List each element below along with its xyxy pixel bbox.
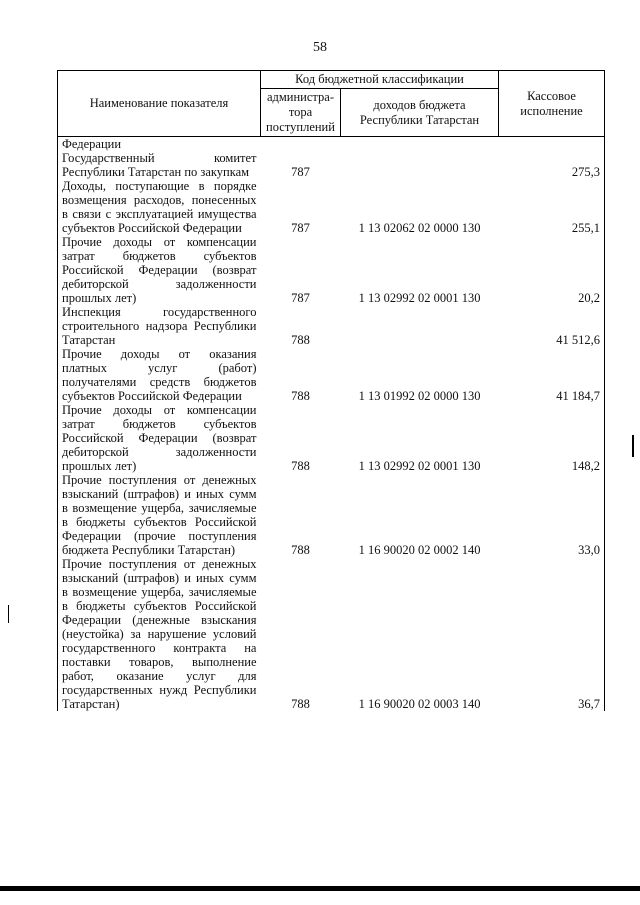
row-amount: 20,2 xyxy=(499,235,605,305)
table-row xyxy=(58,179,605,235)
row-amount: 41 184,7 xyxy=(499,347,605,403)
header-cash-execution: Кассовое исполнение xyxy=(499,71,605,137)
row-code: 1 16 90020 02 0002 140 xyxy=(358,543,481,557)
row-amount: 41 512,6 xyxy=(499,305,605,347)
row-admin: 788 xyxy=(291,697,310,711)
continuation-text: Федерации xyxy=(58,137,261,152)
header-revenue-code: доходов бюджета Республики Татарстан xyxy=(341,89,499,137)
row-amount: 148,2 xyxy=(499,403,605,473)
scan-edge-left xyxy=(8,605,9,623)
header-budget-code-group: Код бюджетной классификации xyxy=(261,71,499,89)
row-name: Прочие поступления от денежных взысканий (штрафов) и иных сумм в возмещение ущерба, зачисляемые в бюджеты субъектов Российской Федерации (денежные взыскания (неустойка) за нарушение условий государственного контракта на поставки товаров, выполнение работ, оказание услуг для государственных нужд Республики Татарстан) xyxy=(58,557,261,711)
scan-edge-bottom xyxy=(0,886,640,891)
row-code: 1 13 02992 02 0001 130 xyxy=(358,291,481,305)
row-code: 1 13 02062 02 0000 130 xyxy=(358,221,481,235)
table-row xyxy=(58,235,605,305)
table-row xyxy=(58,151,605,179)
row-code: 1 16 90020 02 0003 140 xyxy=(358,697,481,711)
row-admin: 787 xyxy=(291,221,310,235)
scan-edge-right xyxy=(632,435,634,457)
row-admin: 788 xyxy=(291,543,310,557)
row-name: Прочие поступления от денежных взысканий (штрафов) и иных сумм в возмещение ущерба, зачисляемые в бюджеты субъектов Российской Федерации (прочие поступления бюджета Республики Татарстан) xyxy=(58,473,261,557)
budget-revenue-table xyxy=(57,70,605,711)
page-number: 58 xyxy=(313,40,327,55)
table-row xyxy=(58,473,605,557)
row-admin: 788 xyxy=(291,389,310,403)
row-code: 1 13 02992 02 0001 130 xyxy=(358,459,481,473)
row-amount: 33,0 xyxy=(499,473,605,557)
row-amount: 275,3 xyxy=(499,151,605,179)
row-amount: 36,7 xyxy=(499,557,605,711)
row-name: Прочие доходы от компенсации затрат бюджетов субъектов Российской Федерации (возврат дебиторской задолженности прошлых лет) xyxy=(58,235,261,305)
table-row xyxy=(58,403,605,473)
table-row xyxy=(58,557,605,711)
row-name: Инспекция государственного строительного надзора Республики Татарстан xyxy=(58,305,261,347)
row-code: 1 13 01992 02 0000 130 xyxy=(358,389,481,403)
row-amount: 255,1 xyxy=(499,179,605,235)
row-admin: 787 xyxy=(291,291,310,305)
row-admin: 787 xyxy=(291,165,310,179)
row-admin: 788 xyxy=(291,459,310,473)
row-name: Доходы, поступающие в порядке возмещения расходов, понесенных в связи с эксплуатацией имущества субъектов Российской Федерации xyxy=(58,179,261,235)
row-name: Прочие доходы от компенсации затрат бюджетов субъектов Российской Федерации (возврат дебиторской задолженности прошлых лет) xyxy=(58,403,261,473)
table-row xyxy=(58,347,605,403)
table-row xyxy=(58,305,605,347)
row-name: Прочие доходы от оказания платных услуг (работ) получателями средств бюджетов субъектов Российской Федерации xyxy=(58,347,261,403)
row-code xyxy=(341,151,499,179)
table-row xyxy=(58,137,605,152)
row-name: Государственный комитет Республики Татарстан по закупкам xyxy=(58,151,261,179)
row-code xyxy=(341,305,499,347)
header-indicator-name: Наименование показателя xyxy=(58,71,261,137)
header-administrator: администра-тора поступлений xyxy=(261,89,341,137)
row-admin: 788 xyxy=(291,333,310,347)
